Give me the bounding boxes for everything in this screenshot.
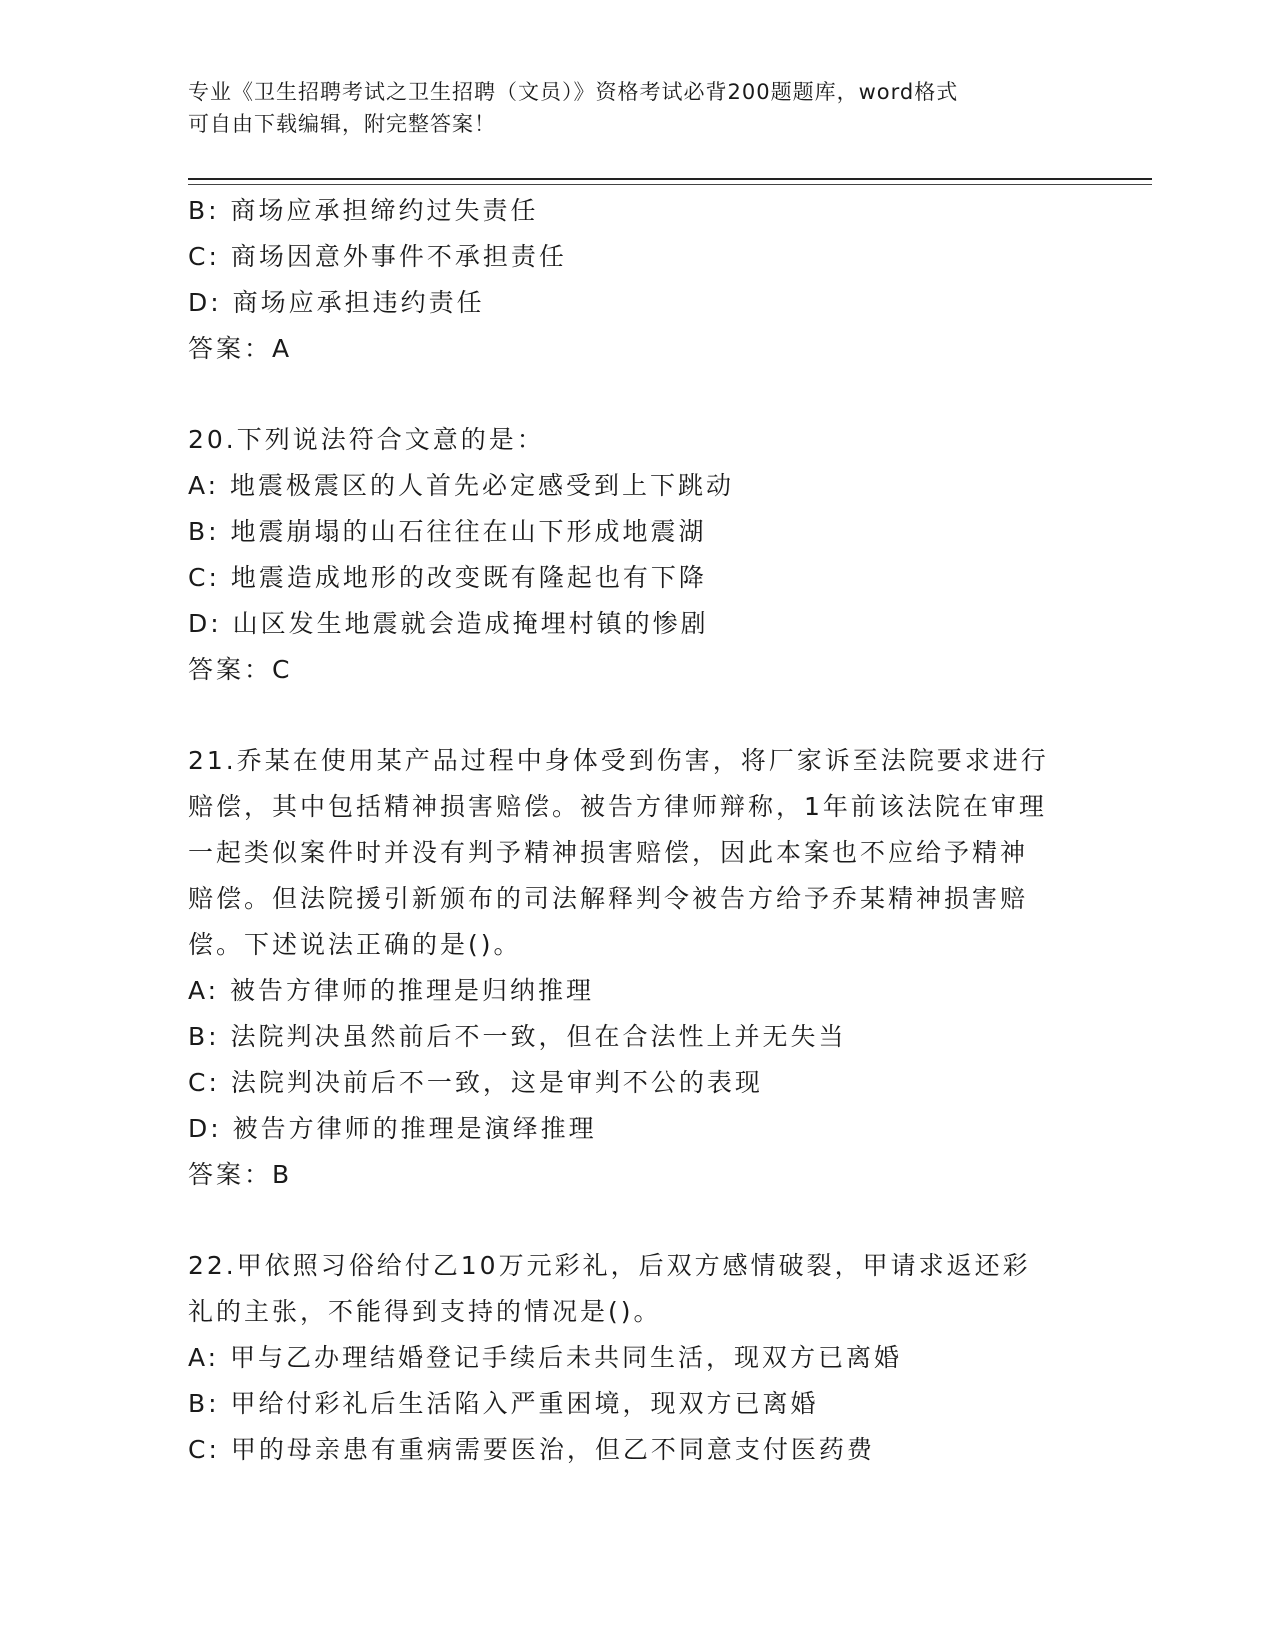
option-c: C: 商场因意外事件不承担责任	[188, 242, 567, 271]
question-stem-line: 礼的主张，不能得到支持的情况是()。	[188, 1297, 662, 1326]
answer: 答案：B	[188, 1160, 293, 1189]
option-d: D: 商场应承担违约责任	[188, 288, 485, 317]
header-divider-thick	[188, 178, 1152, 180]
question-stem-line: 赔偿。但法院援引新颁布的司法解释判令被告方给予乔某精神损害赔	[188, 884, 1029, 913]
option-c: C: 法院判决前后不一致，这是审判不公的表现	[188, 1068, 763, 1097]
document-header	[188, 76, 1088, 140]
option-a: A: 被告方律师的推理是归纳推理	[188, 976, 595, 1005]
spacer	[188, 693, 1088, 738]
question-stem: 20.下列说法符合文意的是：	[188, 425, 545, 454]
option-a: A: 甲与乙办理结婚登记手续后未共同生活，现双方已离婚	[188, 1343, 903, 1372]
spacer	[188, 1198, 1088, 1243]
option-c: C: 地震造成地形的改变既有隆起也有下降	[188, 563, 707, 592]
option-d: D: 山区发生地震就会造成掩埋村镇的惨剧	[188, 609, 709, 638]
header-title-line-1: 专业《卫生招聘考试之卫生招聘（文员）》资格考试必背200题题库，word格式	[188, 80, 959, 104]
option-c: C: 甲的母亲患有重病需要医治，但乙不同意支付医药费	[188, 1435, 875, 1464]
spacer	[188, 372, 1088, 417]
question-21	[188, 738, 1088, 1198]
option-b: B: 法院判决虽然前后不一致，但在合法性上并无失当	[188, 1022, 847, 1051]
option-d: D: 被告方律师的推理是演绎推理	[188, 1114, 597, 1143]
option-a: A: 地震极震区的人首先必定感受到上下跳动	[188, 471, 735, 500]
question-19-tail	[188, 188, 1088, 372]
header-title-line-2: 可自由下载编辑，附完整答案！	[188, 112, 496, 136]
answer: 答案：C	[188, 655, 293, 684]
header-divider-thin	[188, 184, 1152, 185]
answer: 答案：A	[188, 334, 293, 363]
question-stem-line: 21.乔某在使用某产品过程中身体受到伤害，将厂家诉至法院要求进行	[188, 746, 1049, 775]
question-list	[188, 188, 1088, 1473]
question-stem-line: 赔偿，其中包括精神损害赔偿。被告方律师辩称，1年前该法院在审理	[188, 792, 1047, 821]
question-stem-line: 一起类似案件时并没有判予精神损害赔偿，因此本案也不应给予精神	[188, 838, 1029, 867]
question-20	[188, 417, 1088, 693]
question-22	[188, 1243, 1088, 1473]
question-stem-line: 22.甲依照习俗给付乙10万元彩礼，后双方感情破裂，甲请求返还彩	[188, 1251, 1031, 1280]
option-b: B: 商场应承担缔约过失责任	[188, 196, 539, 225]
option-b: B: 甲给付彩礼后生活陷入严重困境，现双方已离婚	[188, 1389, 819, 1418]
question-stem-line: 偿。下述说法正确的是()。	[188, 930, 522, 959]
option-b: B: 地震崩塌的山石往往在山下形成地震湖	[188, 517, 707, 546]
